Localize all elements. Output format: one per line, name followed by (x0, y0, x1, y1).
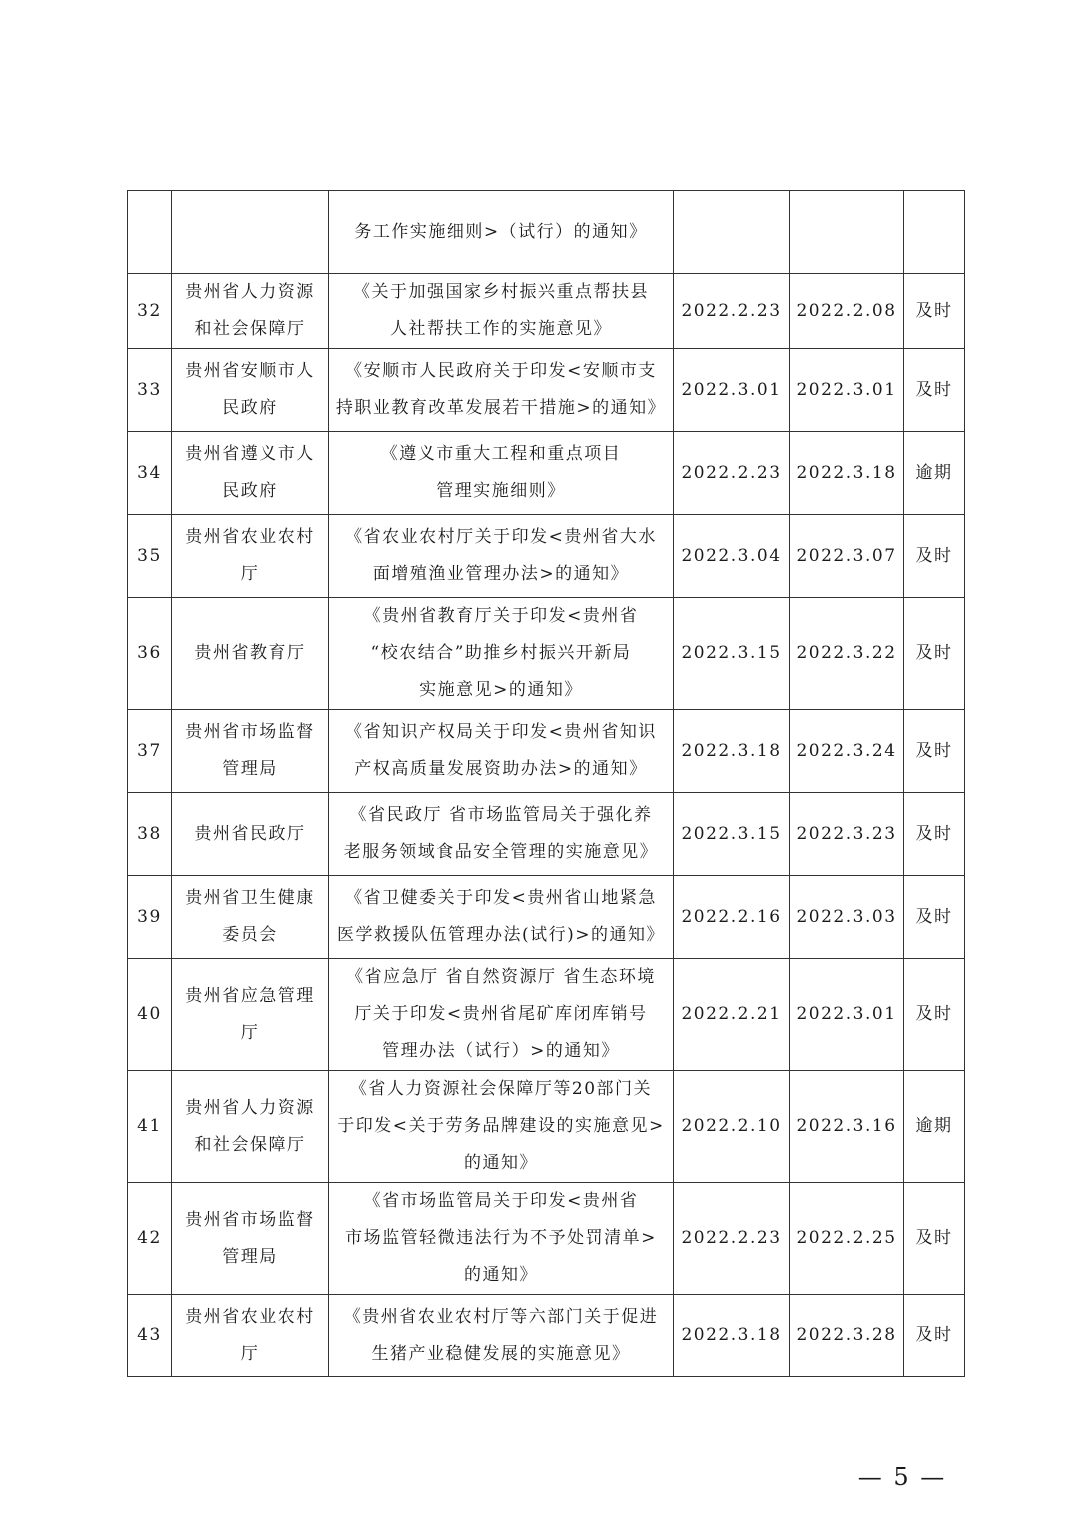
department-line: 贵州省人力资源 (185, 282, 315, 302)
cell-no: 35 (128, 515, 172, 598)
table-row (128, 274, 965, 349)
title-line: 的通知》 (464, 1153, 538, 1173)
cell-status: 及时 (904, 876, 965, 959)
cell-title (329, 793, 674, 876)
cell-issue-date: 2022.2.10 (674, 1071, 790, 1183)
department-line: 贵州省农业农村 (185, 1306, 315, 1327)
cell-issue-date: 2022.2.23 (674, 274, 790, 349)
cell-title (329, 710, 674, 793)
cell-status: 及时 (904, 349, 965, 432)
title-line: 的通知》 (464, 1265, 538, 1285)
cell-no: 33 (128, 349, 172, 432)
page-number: — 5 — (857, 1463, 947, 1491)
title-line: 务工作实施细则>（试行）的通知》 (354, 221, 648, 242)
department-line: 管理局 (222, 1246, 278, 1267)
table-row (128, 1295, 965, 1377)
cell-no: 39 (128, 876, 172, 959)
cell-department (172, 959, 329, 1071)
cell-filing-date: 2022.3.18 (790, 432, 904, 515)
cell-filing-date: 2022.3.03 (790, 876, 904, 959)
title-line: 《省卫健委关于印发<贵州省山地紧急 (345, 888, 657, 908)
cell-filing-date: 2022.3.01 (790, 959, 904, 1071)
cell-status: 及时 (904, 710, 965, 793)
table-row (128, 793, 965, 876)
cell-filing-date: 2022.3.24 (790, 710, 904, 793)
cell-title (329, 1295, 674, 1377)
table-row (128, 1071, 965, 1183)
cell-department (172, 1183, 329, 1295)
cell-status: 及时 (904, 274, 965, 349)
cell-no: 38 (128, 793, 172, 876)
cell-title (329, 432, 674, 515)
table-row (128, 432, 965, 515)
cell-title (329, 1183, 674, 1295)
cell-no: 34 (128, 432, 172, 515)
title-line: 面增殖渔业管理办法>的通知》 (372, 564, 630, 584)
cell-title (329, 876, 674, 959)
department-line: 贵州省卫生健康 (185, 888, 315, 908)
cell-filing-date (790, 191, 904, 274)
cell-issue-date: 2022.2.21 (674, 959, 790, 1071)
title-line: 《关于加强国家乡村振兴重点帮扶县 (353, 282, 649, 302)
title-line: 市场监管轻微违法行为不予处罚清单> (345, 1228, 657, 1248)
department-line: 和社会保障厅 (194, 1134, 306, 1155)
cell-status: 及时 (904, 1183, 965, 1295)
cell-filing-date: 2022.3.16 (790, 1071, 904, 1183)
title-line: 生猪产业稳健发展的实施意见》 (371, 1343, 631, 1364)
title-line: 《省农业农村厅关于印发<贵州省大水 (345, 527, 657, 547)
cell-status: 逾期 (904, 432, 965, 515)
cell-issue-date: 2022.3.01 (674, 349, 790, 432)
title-line: 持职业教育改革发展若干措施>的通知》 (335, 398, 667, 418)
table-row (128, 515, 965, 598)
cell-department (172, 598, 329, 710)
cell-status: 及时 (904, 598, 965, 710)
cell-status: 及时 (904, 959, 965, 1071)
title-line: 管理实施细则》 (436, 481, 566, 501)
cell-no: 41 (128, 1071, 172, 1183)
cell-title (329, 959, 674, 1071)
department-line: 贵州省教育厅 (194, 643, 306, 663)
cell-filing-date: 2022.3.07 (790, 515, 904, 598)
department-line: 贵州省市场监督 (185, 1209, 315, 1230)
cell-filing-date: 2022.2.08 (790, 274, 904, 349)
department-line: 贵州省市场监督 (185, 722, 315, 742)
cell-issue-date: 2022.2.23 (674, 1183, 790, 1295)
title-line: 医学救援队伍管理办法(试行)>的通知》 (336, 925, 665, 945)
department-line: 贵州省应急管理 (185, 985, 315, 1006)
department-line: 民政府 (222, 481, 278, 501)
cell-department (172, 432, 329, 515)
cell-no: 40 (128, 959, 172, 1071)
cell-no: 43 (128, 1295, 172, 1377)
title-line: 管理办法（试行）>的通知》 (382, 1041, 620, 1061)
cell-title (329, 1071, 674, 1183)
title-line: 厅关于印发<贵州省尾矿库闭库销号 (354, 1004, 648, 1024)
cell-issue-date (674, 191, 790, 274)
department-line: 贵州省农业农村 (185, 527, 315, 547)
cell-filing-date: 2022.3.22 (790, 598, 904, 710)
cell-status: 及时 (904, 515, 965, 598)
cell-title (329, 274, 674, 349)
cell-status: 及时 (904, 793, 965, 876)
cell-issue-date: 2022.2.16 (674, 876, 790, 959)
cell-title (329, 515, 674, 598)
cell-no: 37 (128, 710, 172, 793)
cell-department (172, 1295, 329, 1377)
cell-department (172, 349, 329, 432)
title-line: 《省知识产权局关于印发<贵州省知识 (345, 722, 657, 742)
title-line: 《贵州省农业农村厅等六部门关于促进 (343, 1306, 659, 1327)
department-line: 贵州省遵义市人 (185, 444, 315, 464)
cell-title (329, 598, 674, 710)
title-line: 《省市场监管局关于印发<贵州省 (363, 1191, 639, 1211)
title-line: 《安顺市人民政府关于印发<安顺市支 (345, 361, 657, 381)
cell-issue-date: 2022.2.23 (674, 432, 790, 515)
cell-filing-date: 2022.3.28 (790, 1295, 904, 1377)
cell-issue-date: 2022.3.04 (674, 515, 790, 598)
cell-status: 及时 (904, 1295, 965, 1377)
department-line: 管理局 (222, 759, 278, 779)
cell-filing-date: 2022.3.01 (790, 349, 904, 432)
cell-no: 32 (128, 274, 172, 349)
title-line: 《省民政厅 省市场监管局关于强化养 (349, 805, 653, 825)
cell-department (172, 515, 329, 598)
cell-department (172, 793, 329, 876)
department-line: 贵州省民政厅 (194, 823, 306, 844)
department-line: 厅 (240, 1343, 260, 1364)
department-line: 厅 (240, 564, 260, 584)
table-row (128, 876, 965, 959)
title-line: “校农结合”助推乡村振兴开新局 (370, 643, 632, 663)
cell-issue-date: 2022.3.15 (674, 598, 790, 710)
cell-no: 36 (128, 598, 172, 710)
table-row (128, 598, 965, 710)
cell-department (172, 1071, 329, 1183)
title-line: 《省人力资源社会保障厅等20部门关 (349, 1079, 653, 1099)
cell-title (329, 191, 674, 274)
cell-issue-date: 2022.3.18 (674, 1295, 790, 1377)
cell-issue-date: 2022.3.15 (674, 793, 790, 876)
title-line: 于印发<关于劳务品牌建设的实施意见> (337, 1116, 665, 1136)
cell-issue-date: 2022.3.18 (674, 710, 790, 793)
cell-status (904, 191, 965, 274)
department-line: 贵州省安顺市人 (185, 361, 315, 381)
title-line: 实施意见>的通知》 (419, 680, 583, 700)
cell-department (172, 876, 329, 959)
title-line: 《遵义市重大工程和重点项目 (380, 444, 622, 464)
table-row (128, 1183, 965, 1295)
title-line: 老服务领域食品安全管理的实施意见》 (343, 842, 659, 862)
title-line: 《省应急厅 省自然资源厅 省生态环境 (346, 967, 656, 987)
cell-status: 逾期 (904, 1071, 965, 1183)
title-line: 人社帮扶工作的实施意见》 (390, 319, 612, 339)
title-line: 产权高质量发展资助办法>的通知》 (354, 759, 648, 779)
department-line: 和社会保障厅 (194, 319, 306, 339)
department-line: 贵州省人力资源 (185, 1097, 315, 1118)
table-row (128, 959, 965, 1071)
department-line: 民政府 (222, 398, 278, 418)
table-row (128, 710, 965, 793)
cell-no: 42 (128, 1183, 172, 1295)
cell-title (329, 349, 674, 432)
title-line: 《贵州省教育厅关于印发<贵州省 (363, 606, 639, 626)
cell-no (128, 191, 172, 274)
table-row (128, 349, 965, 432)
department-line: 委员会 (222, 925, 278, 945)
cell-department (172, 274, 329, 349)
cell-department (172, 710, 329, 793)
document-table (127, 190, 965, 1377)
cell-department (172, 191, 329, 274)
department-line: 厅 (240, 1022, 260, 1043)
cell-filing-date: 2022.3.23 (790, 793, 904, 876)
table-row-continued (128, 191, 965, 274)
cell-filing-date: 2022.2.25 (790, 1183, 904, 1295)
